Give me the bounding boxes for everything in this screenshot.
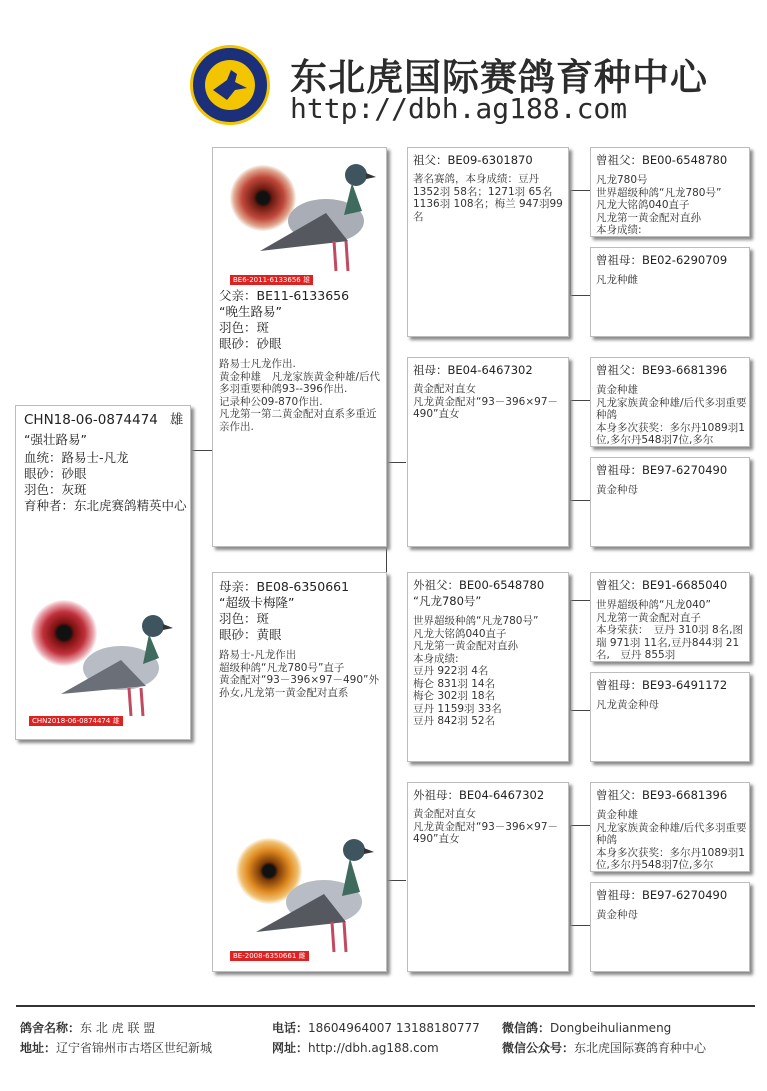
ggp-ring: 曾祖父：BE93-6681396: [596, 788, 728, 802]
subject-photo: [21, 598, 186, 733]
ggp-notes: [596, 599, 748, 662]
connector-line: [386, 880, 406, 881]
sire-note-line: 凡龙第一第二黄金配对直系多重近亲作出.: [219, 408, 377, 433]
footer-value[interactable]: http://dbh.ag188.com: [308, 1041, 439, 1055]
connector-line: [570, 500, 590, 501]
gp-ring: 祖父：BE09-6301870: [413, 153, 533, 167]
dam-note-line: 路易士-凡龙作出: [219, 649, 297, 661]
photo-label: BE6-2011-6133656: [233, 276, 301, 284]
sire-ring: 父亲：BE11-6133656: [219, 288, 350, 303]
connector-line: [192, 450, 212, 451]
granddam-paternal-card[interactable]: [407, 357, 569, 547]
page-title: 东北虎国际赛鸽育种中心: [290, 56, 708, 99]
ggp-ring: 曾祖母：BE97-6270490: [596, 888, 728, 902]
photo-label: BE-2008-6350661: [233, 952, 297, 960]
gp-note-line: 豆丹 1159羽 33名: [413, 702, 502, 715]
gp-note-line: 黄金配对直女: [413, 383, 476, 395]
connector-line: [386, 462, 406, 463]
footer-label: 鸽舍名称：: [20, 1021, 81, 1035]
great-grandparent-card[interactable]: [590, 882, 750, 972]
footer-value[interactable]: 18604964007 13188180777: [308, 1021, 480, 1035]
connector-line: [570, 190, 571, 295]
gp-note-line: 凡龙黄金配对“93－396×97－490”直女: [413, 820, 559, 845]
gp-note-line: 本身成绩:: [413, 652, 459, 665]
footer-value: 东 北 虎 联 盟: [80, 1021, 156, 1035]
ggp-notes: [596, 384, 748, 447]
subject-name: “强壮路易”: [24, 432, 87, 447]
footer-loft: [20, 1019, 155, 1036]
dam-card[interactable]: [212, 572, 387, 972]
footer-label: 地址：: [20, 1041, 57, 1055]
sire-note-line: 路易士凡龙作出.: [219, 358, 296, 370]
connector-line: [570, 295, 590, 296]
sire-note-line: 黄金种雄 凡龙家族黄金种雄/后代多羽重要种鸽93--396作出.: [219, 370, 381, 395]
subject-sex: 雄: [169, 412, 184, 428]
dam-detail-line: 羽色：斑: [219, 611, 270, 626]
ggp-note-line: 本身多次获奖：多尔丹1089羽1位,多尔丹548羽7位,多尔: [596, 846, 745, 871]
gp-notes: [413, 383, 565, 421]
ggp-note-line: 凡龙种雌: [596, 274, 638, 286]
dam-notes: [219, 649, 382, 699]
dam-note-line: 黄金配对“93－396×97－490”外孙女,凡龙第一黄金配对直系: [219, 674, 379, 699]
sire-card[interactable]: [212, 147, 387, 547]
subject-ring: CHN18-06-0874474: [24, 412, 158, 428]
photo-sex: 雄: [112, 717, 120, 725]
footer-value: Dongbeihulianmeng: [550, 1021, 672, 1035]
gp-note-line: 梅仑 302羽 18名: [413, 690, 496, 702]
footer-divider: [16, 1005, 755, 1007]
dam-ring: 母亲：BE08-6350661: [219, 579, 350, 594]
footer-label: 电话：: [272, 1021, 309, 1035]
gp-note-line: 著名赛鸽，本身成绩：豆丹1352羽 58名；1271羽 65名1136羽 108名；梅兰 947羽99名: [413, 173, 563, 223]
great-grandparent-card[interactable]: [590, 572, 750, 662]
subject-card[interactable]: [15, 405, 191, 740]
dam-detail-line: 眼砂：黄眼: [219, 627, 282, 642]
footer-value: 辽宁省锦州市古塔区世纪新城: [56, 1041, 213, 1055]
dam-note-line: 超级种鸽“凡龙780号”直子: [219, 661, 345, 674]
ggp-ring: 曾祖父：BE00-6548780: [596, 153, 728, 167]
sire-notes: [219, 358, 382, 433]
subject-detail-line: 眼砂：砂眼: [24, 466, 87, 481]
footer-label: 网址：: [272, 1041, 309, 1055]
ggp-note-line: 凡龙黄金种母: [596, 699, 659, 711]
ggp-note-line: 黄金种母: [596, 909, 638, 921]
ggp-note-line: 黄金种母: [596, 484, 638, 496]
sire-photo: [218, 153, 383, 288]
footer-wechat: [502, 1019, 671, 1036]
gp-note-line: 黄金配对直女: [413, 808, 476, 820]
footer-wechat-account: [502, 1039, 706, 1056]
grandsire-maternal-card[interactable]: [407, 572, 569, 762]
great-grandparent-card[interactable]: [590, 457, 750, 547]
grandsire-paternal-card[interactable]: [407, 147, 569, 337]
ggp-note-line: 凡龙家族黄金种雄/后代多羽重要种鸽: [596, 821, 747, 846]
photo-sex: 雄: [302, 276, 310, 284]
gp-notes: [413, 615, 565, 728]
gp-ring: 外祖母：BE04-6467302: [413, 788, 545, 802]
great-grandparent-card[interactable]: [590, 147, 750, 237]
connector-line: [570, 400, 590, 401]
gp-note-line: 凡龙第一黄金配对直孙: [413, 640, 518, 652]
ggp-note-line: 凡龙第一黄金配对直孙: [596, 211, 701, 224]
ggp-note-line: 凡龙大铭鸽040直子: [596, 199, 690, 211]
footer-address: [20, 1039, 212, 1056]
photo-label: CHN2018-06-0874474: [32, 717, 111, 725]
logo: [190, 45, 270, 125]
great-grandparent-card[interactable]: [590, 782, 750, 872]
photo-sex: 雌: [298, 952, 306, 960]
sire-note-line: 记录种公09-870作出.: [219, 395, 323, 408]
dam-details: [219, 611, 282, 643]
ggp-note-line: 本身多次获奖：多尔丹1089羽1位,多尔丹548羽7位,多尔: [596, 421, 745, 446]
dam-name: “超级卡梅隆”: [219, 595, 295, 610]
gp-ring: 祖母：BE04-6467302: [413, 363, 533, 377]
ggp-note-line: 黄金种雄: [596, 384, 638, 396]
connector-line: [570, 400, 571, 500]
footer-web: [272, 1039, 439, 1056]
connector-line: [570, 190, 590, 191]
gp-note-line: 梅仑 831羽 14名: [413, 677, 496, 690]
ggp-notes: [596, 174, 748, 237]
footer-label: 微信公众号：: [502, 1041, 575, 1055]
pigeon-logo-icon: [205, 60, 255, 110]
connector-line: [570, 825, 590, 826]
gp-note-line: 豆丹 842羽 52名: [413, 715, 496, 727]
connector-line: [570, 825, 571, 925]
dam-photo: [218, 828, 383, 968]
gp-note-line: 凡龙黄金配对“93－396×97－490”直女: [413, 395, 559, 420]
gp-note-line: 世界超级种鸽“凡龙780号”: [413, 615, 539, 627]
subject-detail-line: 羽色：灰斑: [24, 482, 87, 497]
ggp-ring: 曾祖母：BE02-6290709: [596, 253, 728, 267]
ggp-note-line: 本身成绩:: [596, 224, 642, 236]
granddam-maternal-card[interactable]: [407, 782, 569, 972]
sire-detail-line: 羽色：斑: [219, 320, 270, 335]
footer-label: 微信鸽：: [502, 1021, 551, 1035]
ggp-note-line: 世界超级种鸽“凡龙780号”: [596, 186, 722, 199]
ggp-ring: 曾祖父：BE91-6685040: [596, 578, 728, 592]
connector-line: [570, 925, 590, 926]
ggp-ring: 曾祖母：BE93-6491172: [596, 678, 728, 692]
gp-notes: [413, 808, 565, 846]
ggp-ring: 曾祖母：BE97-6270490: [596, 463, 728, 477]
ggp-note-line: 凡龙780号: [596, 174, 648, 186]
great-grandparent-card[interactable]: [590, 672, 750, 762]
site-url[interactable]: http://dbh.ag188.com: [290, 92, 628, 125]
footer-value: 东北虎国际赛鸽育种中心: [574, 1041, 707, 1055]
ggp-notes: [596, 809, 748, 872]
subject-detail-line: 血统：路易士-凡龙: [24, 450, 129, 465]
sire-detail-line: 眼砂：砂眼: [219, 336, 282, 351]
connector-line: [570, 710, 590, 711]
ggp-note-line: 黄金种雄: [596, 809, 638, 821]
great-grandparent-card[interactable]: [590, 247, 750, 337]
footer-phone: [272, 1019, 480, 1036]
gp-note-line: 豆丹 922羽 4名: [413, 665, 489, 677]
connector-line: [570, 600, 590, 601]
pigeon-icon: [51, 598, 181, 728]
ggp-note-line: 世界超级种鸽“凡龙040”: [596, 599, 711, 611]
subject-details: [24, 450, 189, 514]
great-grandparent-card[interactable]: [590, 357, 750, 447]
sire-name: “晚生路易”: [219, 304, 282, 319]
ggp-ring: 曾祖父：BE93-6681396: [596, 363, 728, 377]
gp-ring: 外祖父：BE00-6548780: [413, 578, 545, 592]
gp-name: “凡龙780号”: [413, 594, 482, 608]
ggp-note-line: 凡龙家族黄金种雄/后代多羽重要种鸽: [596, 396, 747, 421]
ggp-note-line: 凡龙第一黄金配对直子: [596, 611, 701, 624]
ggp-note-line: 本身荣获： 豆丹 310羽 8名,图瑞 971羽 11名,豆丹844羽 21名, 豆丹 855羽: [596, 624, 743, 661]
gp-note-line: 凡龙大铭鸽040直子: [413, 627, 507, 640]
pigeon-icon: [246, 828, 381, 963]
connector-line: [570, 600, 571, 710]
subject-detail-line: 育种者：东北虎赛鸽精英中心: [24, 498, 187, 513]
pigeon-icon: [248, 153, 383, 283]
sire-details: [219, 320, 282, 352]
